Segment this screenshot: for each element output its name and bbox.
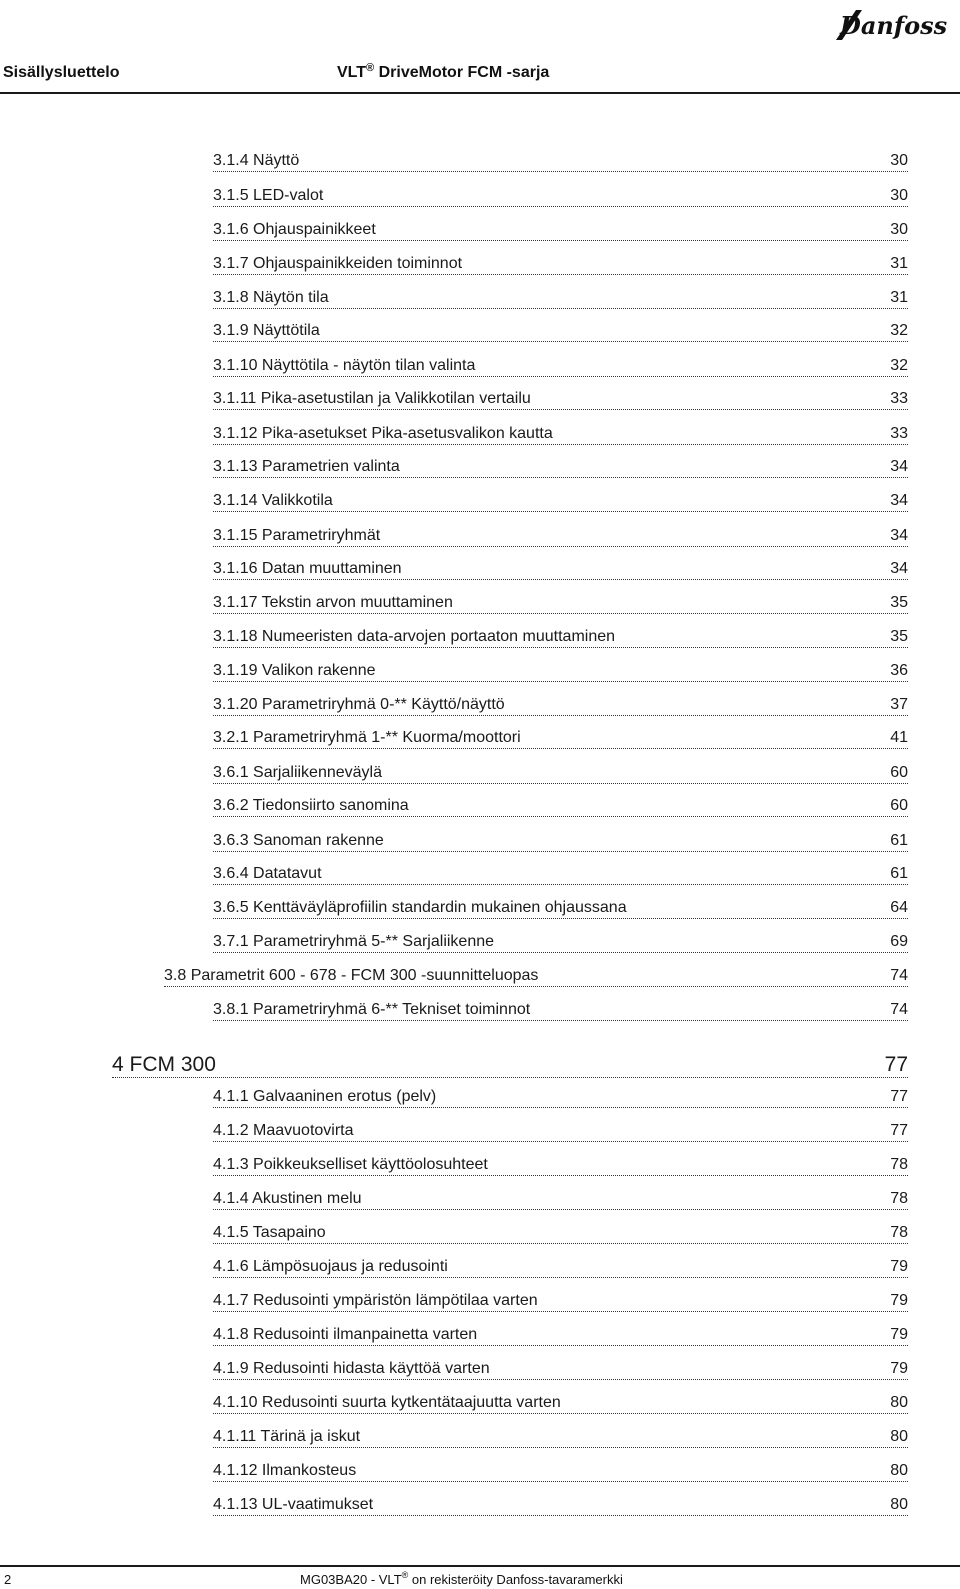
dot-leader (213, 681, 908, 682)
dot-leader (213, 1175, 908, 1176)
dot-leader (213, 1379, 908, 1380)
toc-entry[interactable] (213, 388, 908, 412)
dot-leader (213, 851, 908, 852)
toc-entry-label: 3.7.1 Parametriryhmä 5-** Sarjaliikenne (213, 933, 495, 950)
dot-leader (213, 1311, 908, 1312)
toc-entry[interactable] (213, 660, 908, 684)
toc-entry-label: 3.1.20 Parametriryhmä 0-** Käyttö/näyttö (213, 696, 505, 713)
toc-entry-page: 37 (890, 696, 908, 713)
dot-leader (213, 918, 908, 919)
toc-entry-label: 4.1.3 Poikkeukselliset käyttöolosuhteet (213, 1156, 488, 1173)
toc-entry[interactable] (213, 1256, 908, 1280)
toc-entry-page: 31 (890, 255, 908, 272)
toc-entry[interactable] (213, 1426, 908, 1450)
toc-entry-page: 60 (890, 764, 908, 781)
toc-entry-page: 33 (890, 390, 908, 407)
dot-leader (213, 274, 908, 275)
dot-leader (213, 1209, 908, 1210)
dot-leader (213, 546, 908, 547)
dot-leader (213, 715, 908, 716)
toc-entry-label: 4.1.8 Redusointi ilmanpainetta varten (213, 1326, 478, 1343)
page-number: 2 (4, 1572, 12, 1587)
toc-entry-label: 4.1.4 Akustinen melu (213, 1190, 362, 1207)
toc-entry-page: 79 (890, 1360, 908, 1377)
dot-leader (213, 511, 908, 512)
toc-entry-label: 3.1.10 Näyttötila - näytön tilan valinta (213, 357, 476, 374)
dot-leader (213, 748, 908, 749)
dot-leader (213, 579, 908, 580)
toc-entry[interactable] (213, 253, 908, 277)
toc-entry-page: 61 (890, 865, 908, 882)
toc-entry[interactable] (213, 931, 908, 955)
toc-entry[interactable] (213, 185, 908, 209)
toc-entry-page: 41 (890, 729, 908, 746)
toc-entry[interactable] (213, 1290, 908, 1314)
toc-entry-page: 34 (890, 527, 908, 544)
toc-entry-page: 36 (890, 662, 908, 679)
dot-leader (213, 206, 908, 207)
dot-leader (213, 409, 908, 410)
toc-entry-page: 32 (890, 357, 908, 374)
toc-entry-label: 3.1.12 Pika-asetukset Pika-asetusvalikon kautta (213, 425, 553, 442)
toc-entry-page: 35 (890, 594, 908, 611)
toc-entry-page: 78 (890, 1156, 908, 1173)
svg-text:Danfoss: Danfoss (840, 11, 948, 40)
toc-entry[interactable] (213, 762, 908, 786)
toc-entry-page: 77 (890, 1088, 908, 1105)
dot-leader (213, 1107, 908, 1108)
footer-trademark-note: MG03BA20 - VLT® on rekisteröity Danfoss-tavaramerkki (300, 1570, 623, 1587)
toc-entry-page: 79 (890, 1292, 908, 1309)
toc-entry[interactable] (213, 830, 908, 854)
toc-chapter-entry[interactable] (112, 1050, 908, 1080)
toc-entry[interactable] (213, 1086, 908, 1110)
toc-entry-label: 4.1.11 Tärinä ja iskut (213, 1428, 361, 1445)
toc-entry-page: 77 (890, 1122, 908, 1139)
dot-leader (213, 477, 908, 478)
toc-entry-page: 74 (890, 967, 908, 984)
toc-entry[interactable] (213, 727, 908, 751)
toc-entry-label: 3.1.5 LED-valot (213, 187, 324, 204)
toc-entry-label: 3.1.16 Datan muuttaminen (213, 560, 402, 577)
dot-leader (213, 444, 908, 445)
toc-entry-page: 80 (890, 1428, 908, 1445)
toc-entry-page: 34 (890, 458, 908, 475)
toc-entry-label: 3.6.3 Sanoman rakenne (213, 832, 384, 849)
toc-entry-label: 4.1.10 Redusointi suurta kytkentätaajuutta varten (213, 1394, 561, 1411)
toc-entry-label: 3.1.11 Pika-asetustilan ja Valikkotilan vertailu (213, 390, 531, 407)
toc-entry[interactable] (213, 999, 908, 1023)
toc-entry-label: 3.1.9 Näyttötila (213, 322, 320, 339)
dot-leader (213, 1345, 908, 1346)
toc-entry-label: 4.1.7 Redusointi ympäristön lämpötilaa varten (213, 1292, 538, 1309)
toc-entry-page: 79 (890, 1326, 908, 1343)
toc-entry-page: 30 (890, 221, 908, 238)
toc-entry-label: 3.6.2 Tiedonsiirto sanomina (213, 797, 409, 814)
toc-entry-page: 31 (890, 289, 908, 306)
toc-entry-page: 34 (890, 560, 908, 577)
dot-leader (213, 952, 908, 953)
dot-leader (213, 376, 908, 377)
toc-entry[interactable] (213, 456, 908, 480)
toc-entry-label: 3.1.14 Valikkotila (213, 492, 333, 509)
dot-leader (213, 783, 908, 784)
toc-entry-label: 4.1.5 Tasapaino (213, 1224, 326, 1241)
toc-entry-page: 69 (890, 933, 908, 950)
toc-entry-page: 35 (890, 628, 908, 645)
dot-leader (213, 1515, 908, 1516)
footer-divider (0, 1565, 960, 1567)
document-title: VLT® DriveMotor FCM -sarja (337, 62, 550, 81)
toc-entry-label: 3.1.19 Valikon rakenne (213, 662, 376, 679)
toc-entry-page: 77 (884, 1053, 908, 1076)
toc-entry[interactable] (213, 1188, 908, 1212)
dot-leader (213, 341, 908, 342)
toc-entry[interactable] (213, 525, 908, 549)
toc-entry[interactable] (213, 1154, 908, 1178)
toc-entry[interactable] (213, 287, 908, 311)
dot-leader (213, 816, 908, 817)
toc-entry-label: 4.1.6 Lämpösuojaus ja redusointi (213, 1258, 448, 1275)
toc-entry-label: 3.8 Parametrit 600 - 678 - FCM 300 -suunnitteluopas (164, 967, 539, 984)
toc-entry[interactable] (213, 1120, 908, 1144)
toc-entry-page: 34 (890, 492, 908, 509)
toc-entry[interactable] (164, 965, 908, 989)
toc-entry-label: 4 FCM 300 (112, 1053, 216, 1076)
toc-entry-label: 3.8.1 Parametriryhmä 6-** Tekniset toiminnot (213, 1001, 531, 1018)
dot-leader (213, 1243, 908, 1244)
dot-leader (213, 1020, 908, 1021)
toc-entry-label: 3.1.15 Parametriryhmät (213, 527, 381, 544)
toc-entry-label: 3.1.7 Ohjauspainikkeiden toiminnot (213, 255, 463, 272)
dot-leader (213, 647, 908, 648)
dot-leader (213, 308, 908, 309)
toc-entry-label: 3.1.8 Näytön tila (213, 289, 329, 306)
toc-entry[interactable] (213, 355, 908, 379)
toc-entry[interactable] (213, 1392, 908, 1416)
toc-entry-page: 80 (890, 1496, 908, 1513)
section-title: Sisällysluettelo (3, 64, 120, 81)
dot-leader (213, 240, 908, 241)
toc-entry[interactable] (213, 1324, 908, 1348)
toc-entry-page: 30 (890, 152, 908, 169)
toc-entry-page: 78 (890, 1224, 908, 1241)
toc-entry[interactable] (213, 423, 908, 447)
dot-leader (213, 171, 908, 172)
toc-entry-page: 79 (890, 1258, 908, 1275)
toc-entry[interactable] (213, 795, 908, 819)
toc-entry-label: 3.1.4 Näyttö (213, 152, 300, 169)
dot-leader (164, 986, 908, 987)
toc-entry-label: 3.1.6 Ohjauspainikkeet (213, 221, 376, 238)
toc-entry[interactable] (213, 863, 908, 887)
toc-entry-page: 78 (890, 1190, 908, 1207)
toc-entry-label: 4.1.2 Maavuotovirta (213, 1122, 354, 1139)
toc-entry-label: 3.6.4 Datatavut (213, 865, 322, 882)
toc-entry[interactable] (213, 150, 908, 174)
toc-entry[interactable] (213, 320, 908, 344)
dot-leader (213, 613, 908, 614)
dot-leader (213, 1141, 908, 1142)
toc-entry-label: 4.1.9 Redusointi hidasta käyttöä varten (213, 1360, 490, 1377)
toc-entry-label: 3.6.1 Sarjaliikenneväylä (213, 764, 382, 781)
toc-entry[interactable] (213, 219, 908, 243)
dot-leader (213, 884, 908, 885)
toc-entry[interactable] (213, 592, 908, 616)
toc-entry-label: 4.1.12 Ilmankosteus (213, 1462, 357, 1479)
toc-entry[interactable] (213, 1494, 908, 1518)
toc-entry[interactable] (213, 1460, 908, 1484)
toc-entry[interactable] (213, 897, 908, 921)
toc-entry[interactable] (213, 694, 908, 718)
dot-leader (213, 1447, 908, 1448)
toc-entry-page: 80 (890, 1394, 908, 1411)
toc-entry-label: 3.1.13 Parametrien valinta (213, 458, 400, 475)
dot-leader (213, 1481, 908, 1482)
dot-leader (112, 1077, 908, 1078)
dot-leader (213, 1413, 908, 1414)
toc-entry[interactable] (213, 1222, 908, 1246)
toc-entry-page: 30 (890, 187, 908, 204)
toc-entry-page: 60 (890, 797, 908, 814)
toc-entry-page: 32 (890, 322, 908, 339)
toc-entry-page: 61 (890, 832, 908, 849)
toc-entry[interactable] (213, 490, 908, 514)
toc-entry-label: 3.2.1 Parametriryhmä 1-** Kuorma/moottori (213, 729, 521, 746)
toc-entry[interactable] (213, 626, 908, 650)
toc-entry-page: 74 (890, 1001, 908, 1018)
toc-entry-label: 4.1.13 UL-vaatimukset (213, 1496, 374, 1513)
toc-entry-label: 4.1.1 Galvaaninen erotus (pelv) (213, 1088, 437, 1105)
toc-entry[interactable] (213, 558, 908, 582)
toc-entry-label: 3.1.18 Numeeristen data-arvojen portaaton muuttaminen (213, 628, 616, 645)
dot-leader (213, 1277, 908, 1278)
toc-entry-label: 3.6.5 Kenttäväyläprofiilin standardin mukainen ohjaussana (213, 899, 627, 916)
toc-entry-label: 3.1.17 Tekstin arvon muuttaminen (213, 594, 453, 611)
toc-entry-page: 33 (890, 425, 908, 442)
toc-entry[interactable] (213, 1358, 908, 1382)
toc-entry-page: 64 (890, 899, 908, 916)
toc-entry-page: 80 (890, 1462, 908, 1479)
